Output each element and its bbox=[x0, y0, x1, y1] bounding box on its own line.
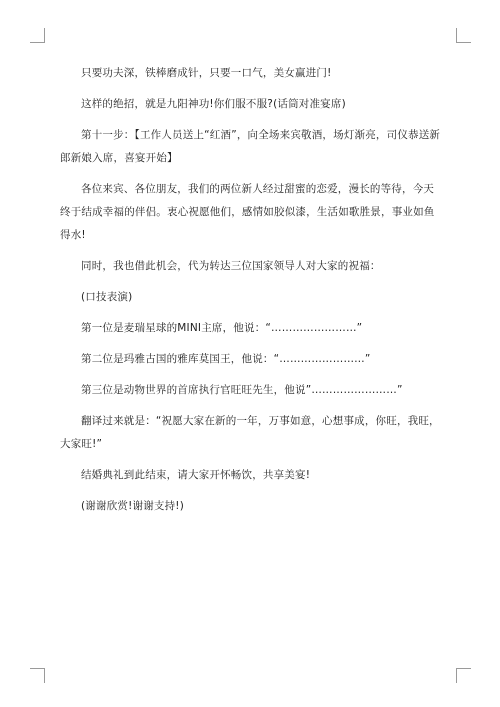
paragraph: 同时，我也借此机会，代为转达三位国家领导人对大家的祝福： bbox=[81, 260, 381, 272]
page-corner-mark-top-right bbox=[456, 28, 471, 43]
paragraph: (口技表演) bbox=[81, 291, 133, 303]
paragraph: 翻译过来就是：“祝愿大家在新的一年，万事如意，心想事成，你旺，我旺，大家旺!” bbox=[60, 415, 440, 450]
page-corner-mark-bottom-left bbox=[30, 668, 45, 683]
paragraph: 这样的绝招，就是九阳神功!你们服不服?(话筒对准宴席) bbox=[81, 98, 346, 110]
paragraph: 第一位是麦瑞星球的MINI主席，他说：“……………………” bbox=[81, 322, 363, 334]
paragraph: 结婚典礼到此结束，请大家开怀畅饮，共享美宴! bbox=[81, 469, 311, 481]
paragraph: 第二位是玛雅古国的雅库莫国王，他说：“……………………” bbox=[81, 353, 371, 365]
document-body bbox=[60, 62, 442, 526]
paragraph: 第十一步：【工作人员送上“红酒”，向全场来宾敬酒，场灯渐亮，司仪恭送新郎新娘入席，喜宴开始】 bbox=[60, 129, 441, 164]
page-corner-mark-top-left bbox=[30, 28, 45, 43]
paragraph: 只要功夫深，铁棒磨成针，只要一口气，美女赢进门! bbox=[81, 67, 332, 79]
paragraph: 第三位是动物世界的首席执行官旺旺先生，他说”……………………” bbox=[81, 384, 403, 396]
paragraph: (谢谢欣赏!谢谢支持!) bbox=[81, 500, 185, 512]
page-corner-mark-bottom-right bbox=[456, 668, 471, 683]
paragraph: 各位来宾、各位朋友，我们的两位新人经过甜蜜的恋爱，漫长的等待，今天终于结成幸福的伴侣。衷心祝愿他们，感情如胶似漆，生活如歌胜景，事业如鱼得水! bbox=[60, 183, 435, 241]
